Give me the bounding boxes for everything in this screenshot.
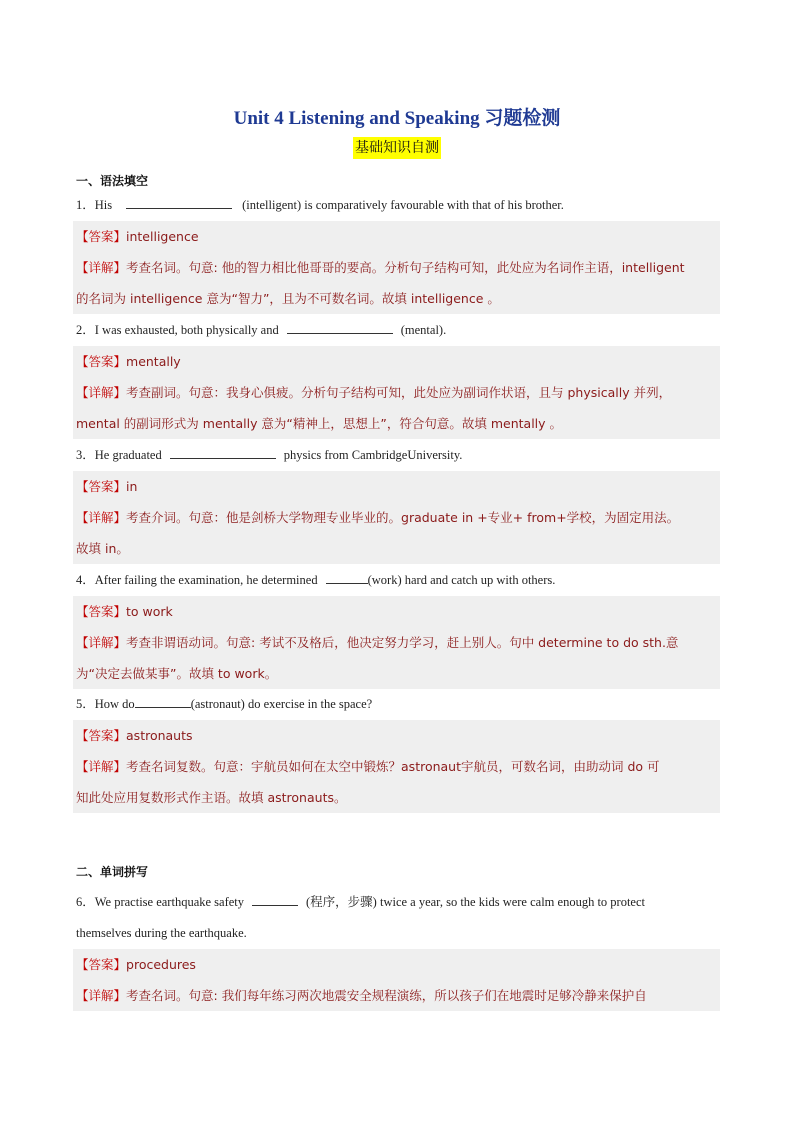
answer-box-6 [73, 949, 720, 1011]
answer-blank [170, 446, 276, 459]
section-heading-spelling: 二、单词拼写 [76, 865, 149, 879]
question-6: 6．We practise earthquake safety (程序，步骤) twice a year, so the kids were calm enough to protect [76, 895, 645, 909]
question-2: 2．I was exhausted, both physically and (mental). [76, 323, 447, 337]
detail-line: 【详解】考查副词。句意：我身心俱疲。分析句子结构可知，此处应为副词作状语，且与 physically 并列， [76, 385, 672, 400]
question-6-continued: themselves during the earthquake. [76, 926, 247, 940]
answer-blank [252, 893, 298, 906]
answer-line: 【答案】intelligence [76, 229, 199, 244]
answer-box-3 [73, 471, 720, 564]
answer-line: 【答案】mentally [76, 354, 181, 369]
page-subtitle: 基础知识自测 [353, 137, 441, 159]
answer-blank [126, 196, 232, 209]
answer-box-5 [73, 720, 720, 813]
question-3: 3．He graduated physics from CambridgeUniversity. [76, 448, 463, 462]
answer-blank [287, 321, 393, 334]
detail-line: 【详解】考查名词。句意: 他的智力相比他哥哥的要高。分析句子结构可知，此处应为名词作主语，intelligent [76, 260, 685, 275]
detail-line: 的名词为 intelligence 意为“智力”，且为不可数名词。故填 intelligence 。 [76, 291, 500, 306]
answer-line: 【答案】to work [76, 604, 173, 619]
page-title: Unit 4 Listening and Speaking 习题检测 [233, 108, 561, 129]
section-heading-grammar: 一、语法填空 [76, 174, 149, 188]
answer-line: 【答案】in [76, 479, 138, 494]
answer-box-1 [73, 221, 720, 314]
answer-blank [326, 571, 368, 584]
detail-line: 【详解】考查非谓语动词。句意: 考试不及格后，他决定努力学习，赶上别人。句中 determine to do sth.意 [76, 635, 679, 650]
question-5: 5．How do (astronaut) do exercise in the space? [76, 697, 373, 711]
answer-line: 【答案】astronauts [76, 728, 193, 743]
answer-line: 【答案】procedures [76, 957, 196, 972]
detail-line: 【详解】考查名词复数。句意：宇航员如何在太空中锻炼？astronaut宇航员，可数名词，由助动词 do 可 [76, 759, 660, 774]
answer-box-4 [73, 596, 720, 689]
detail-line: 为“决定去做某事”。故填 to work。 [76, 666, 278, 681]
detail-line: 【详解】考查名词。句意: 我们每年练习两次地震安全规程演练，所以孩子们在地震时足够冷静来保护自 [76, 988, 647, 1003]
detail-line: 【详解】考查介词。句意：他是剑桥大学物理专业毕业的。graduate in +专业+ from+学校，为固定用法。 [76, 510, 680, 525]
answer-blank [135, 695, 191, 708]
detail-line: mental 的副词形式为 mentally 意为“精神上，思想上”，符合句意。故填 mentally 。 [76, 416, 563, 431]
detail-line: 知此处应用复数形式作主语。故填 astronauts。 [76, 790, 347, 805]
question-1: 1．His (intelligent) is comparatively favourable with that of his brother. [76, 198, 564, 212]
answer-box-2 [73, 346, 720, 439]
question-4: 4．After failing the examination, he determined (work) hard and catch up with others. [76, 573, 556, 587]
detail-line: 故填 in。 [76, 541, 129, 556]
